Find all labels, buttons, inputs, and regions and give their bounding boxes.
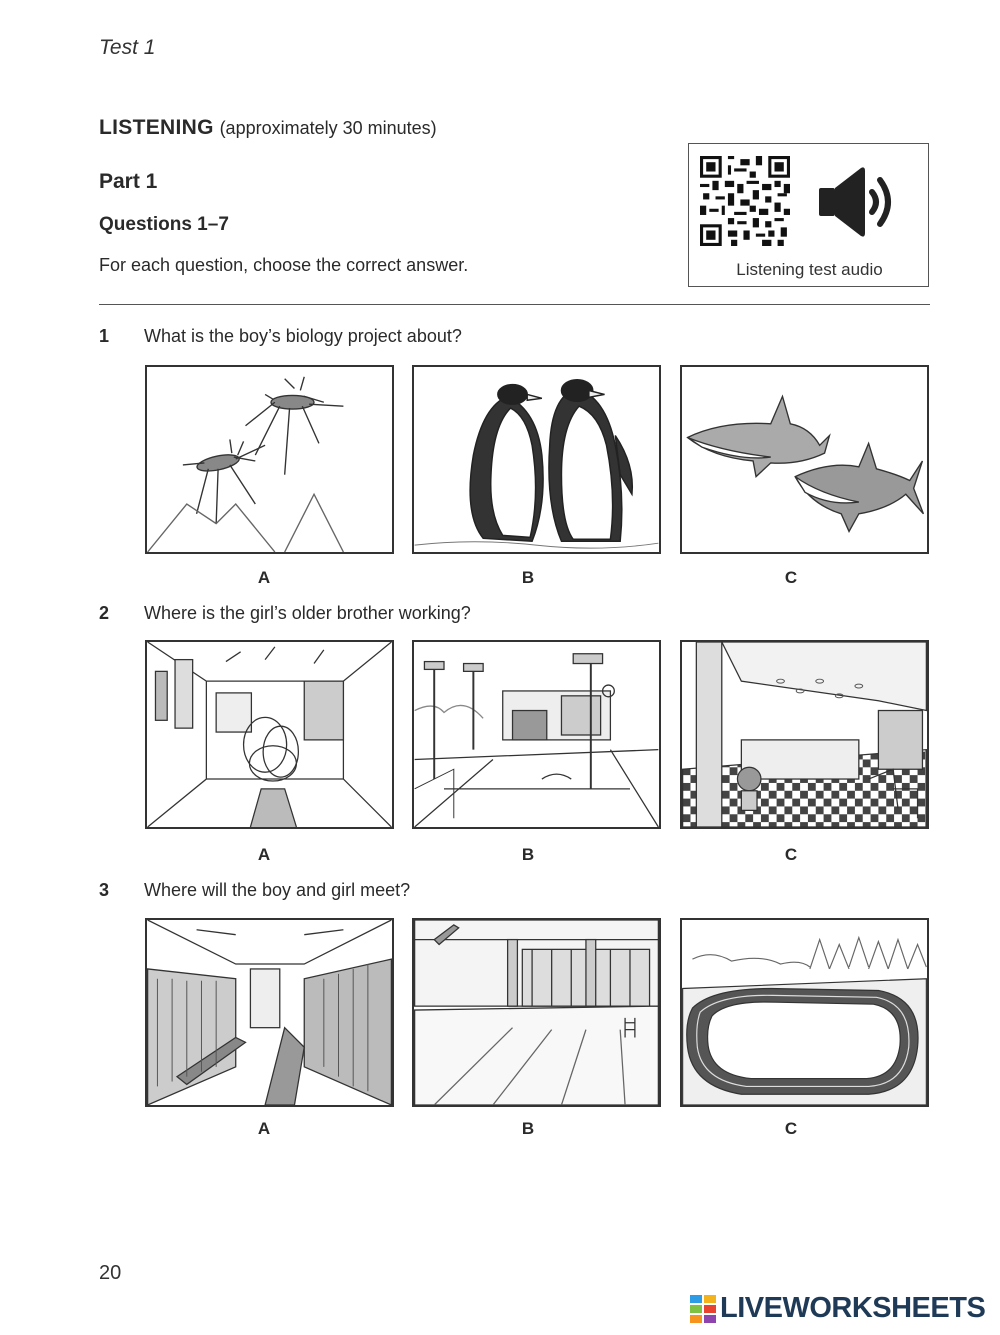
option-image-swimming-pool[interactable] — [412, 918, 661, 1107]
brand-text: LIVEWORKSHEETS — [720, 1292, 986, 1324]
mosquitoes-illustration — [147, 367, 392, 552]
penguins-illustration — [414, 367, 659, 552]
section-title: LISTENING — [99, 116, 214, 139]
question-number: 3 — [99, 880, 110, 900]
option-image-hotel-lobby[interactable] — [680, 640, 929, 829]
swimming-pool-illustration — [414, 920, 659, 1105]
test-label: Test 1 — [99, 36, 156, 59]
sharks-illustration — [682, 367, 927, 552]
question-text: Where is the girl’s older brother working? — [144, 603, 471, 623]
option-image-sharks[interactable] — [680, 365, 929, 554]
option-label: C — [784, 568, 798, 587]
changing-room-illustration — [147, 920, 392, 1105]
option-label: B — [521, 568, 535, 587]
option-label: B — [521, 845, 535, 864]
question-number: 1 — [99, 326, 110, 346]
question-number: 2 — [99, 603, 110, 623]
art-gallery-illustration — [147, 642, 392, 827]
speaker-icon[interactable] — [817, 164, 901, 240]
option-label: C — [784, 1119, 798, 1138]
hotel-lobby-illustration — [682, 642, 927, 827]
option-image-changing-room[interactable] — [145, 918, 394, 1107]
option-label: A — [257, 568, 271, 587]
question-text: Where will the boy and girl meet? — [144, 880, 411, 900]
option-label: C — [784, 845, 798, 864]
option-label: B — [521, 1119, 535, 1138]
sports-centre-illustration — [414, 642, 659, 827]
option-image-sports-centre[interactable] — [412, 640, 661, 829]
option-label: A — [257, 1119, 271, 1138]
brand-logo[interactable] — [690, 1292, 990, 1326]
question-text: What is the boy’s biology project about? — [144, 326, 462, 346]
questions-range: Questions 1–7 — [99, 214, 229, 235]
audio-box[interactable] — [688, 143, 929, 287]
qr-code-icon[interactable] — [700, 156, 790, 246]
running-track-illustration — [682, 920, 927, 1105]
divider — [99, 304, 930, 305]
part-title: Part 1 — [99, 170, 158, 193]
option-image-art-gallery[interactable] — [145, 640, 394, 829]
section-heading — [99, 116, 437, 140]
option-image-running-track[interactable] — [680, 918, 929, 1107]
option-image-mosquitoes[interactable] — [145, 365, 394, 554]
option-label: A — [257, 845, 271, 864]
option-image-penguins[interactable] — [412, 365, 661, 554]
section-duration: (approximately 30 minutes) — [219, 118, 437, 138]
liveworksheets-logo-icon — [690, 1295, 716, 1323]
audio-caption: Listening test audio — [736, 260, 883, 279]
instructions: For each question, choose the correct answer. — [99, 255, 469, 275]
page-number: 20 — [99, 1262, 122, 1284]
